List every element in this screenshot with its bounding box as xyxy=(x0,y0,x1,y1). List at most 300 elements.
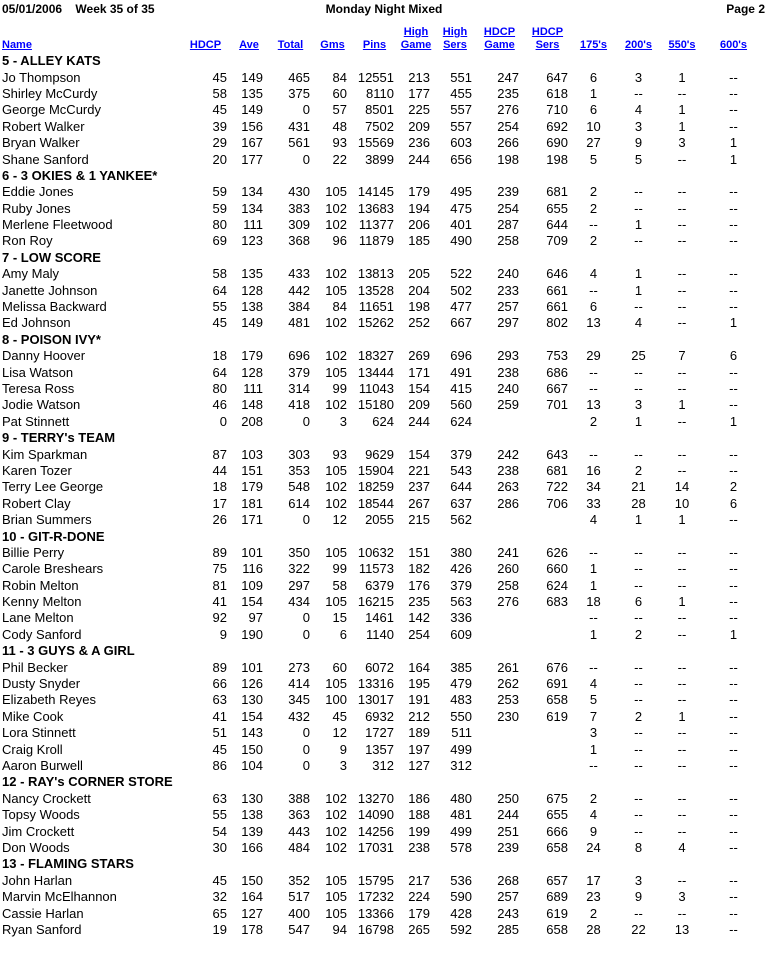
stat-cell: 286 xyxy=(497,495,519,511)
stat-cell: 368 xyxy=(288,233,310,249)
stat-cell: 415 xyxy=(450,381,472,396)
stat-cell: 658 xyxy=(546,692,568,708)
stat-cell: 13813 xyxy=(357,266,394,282)
stat-cell: 46 xyxy=(212,397,227,413)
stat-cell: 48 xyxy=(332,118,347,134)
stat-cell: 522 xyxy=(450,266,472,282)
stat-cell: 8110 xyxy=(366,85,394,101)
stat-cell: 16215 xyxy=(357,594,394,610)
stat-cell: 1140 xyxy=(366,626,394,642)
stat-cell: -- xyxy=(729,807,738,823)
stat-cell: 0 xyxy=(302,102,310,118)
player-row xyxy=(0,446,765,462)
stat-cell: 303 xyxy=(288,446,310,462)
column-header: Pins xyxy=(362,39,387,51)
stat-cell: 244 xyxy=(497,807,519,823)
stat-cell: 267 xyxy=(408,495,430,511)
stat-cell: -- xyxy=(729,85,738,101)
stat-cell: 96 xyxy=(332,233,347,249)
stat-cell: -- xyxy=(634,577,643,593)
stat-cell: 29 xyxy=(586,348,601,364)
stat-cell: 189 xyxy=(408,725,430,741)
stat-cell: 660 xyxy=(546,561,568,577)
stat-cell: 188 xyxy=(408,807,430,823)
player-name: Kim Sparkman xyxy=(2,446,88,462)
stat-cell: 379 xyxy=(288,364,310,380)
stat-cell: 45 xyxy=(212,741,227,757)
stat-cell: 9 xyxy=(219,626,227,642)
stat-cell: 64 xyxy=(212,364,227,380)
stat-cell: 15569 xyxy=(357,135,394,151)
stat-cell: 618 xyxy=(546,85,568,101)
stat-cell: 499 xyxy=(450,823,472,839)
stat-cell: 276 xyxy=(497,594,519,610)
stat-cell: 41 xyxy=(212,708,227,724)
stat-cell: 1 xyxy=(634,512,643,528)
stat-cell: 235 xyxy=(497,85,519,101)
player-name: John Harlan xyxy=(2,872,73,888)
stat-cell: 710 xyxy=(546,102,568,118)
stat-cell: -- xyxy=(634,757,643,773)
stat-cell: 4 xyxy=(589,807,598,823)
column-header: 200's xyxy=(624,39,653,51)
player-name: Carole Breshears xyxy=(2,561,104,577)
player-row xyxy=(0,496,765,512)
stat-cell: 105 xyxy=(325,594,347,610)
player-name: Topsy Woods xyxy=(2,807,80,823)
stat-cell: 240 xyxy=(497,266,519,282)
stat-cell: 215 xyxy=(408,512,430,528)
column-header-row xyxy=(0,22,765,53)
stat-cell: -- xyxy=(729,889,738,905)
player-row xyxy=(0,807,765,823)
stat-cell: 16798 xyxy=(357,921,394,937)
stat-cell: 17232 xyxy=(357,889,394,905)
standings-table xyxy=(0,22,765,938)
stat-cell: 667 xyxy=(450,315,472,331)
stat-cell: 1 xyxy=(678,397,686,413)
stat-cell: 190 xyxy=(241,626,263,642)
stat-cell: 102 xyxy=(325,266,347,282)
stat-cell: 646 xyxy=(546,266,568,282)
stat-cell: 557 xyxy=(450,118,472,134)
stat-cell: 104 xyxy=(241,757,263,773)
stat-cell: 6072 xyxy=(365,659,394,675)
stat-cell: 536 xyxy=(450,872,472,888)
stat-cell: 225 xyxy=(408,102,430,118)
stat-cell: 15180 xyxy=(357,397,394,413)
stat-cell: 263 xyxy=(497,479,519,495)
player-name: Craig Kroll xyxy=(2,741,63,757)
team-row xyxy=(0,643,765,659)
stat-cell: 135 xyxy=(241,85,263,101)
stat-cell: -- xyxy=(589,217,598,233)
stat-cell: 150 xyxy=(241,741,263,757)
stat-cell: 592 xyxy=(450,921,472,937)
stat-cell: 191 xyxy=(408,692,430,708)
stat-cell: -- xyxy=(729,233,738,249)
stat-cell: 6 xyxy=(589,102,598,118)
stat-cell: 138 xyxy=(241,299,263,315)
stat-cell: 247 xyxy=(497,69,519,85)
stat-cell: 235 xyxy=(408,594,430,610)
stat-cell: 59 xyxy=(212,184,227,200)
stat-cell: 15795 xyxy=(357,872,394,888)
stat-cell: 154 xyxy=(241,708,263,724)
stat-cell: 93 xyxy=(332,135,347,151)
stat-cell: 97 xyxy=(248,610,263,626)
stat-cell: 149 xyxy=(241,69,263,85)
team-row xyxy=(0,250,765,266)
stat-cell: -- xyxy=(729,872,738,888)
player-row xyxy=(0,479,765,495)
stat-cell: 3 xyxy=(634,397,643,413)
stat-cell: 8 xyxy=(634,839,643,855)
stat-cell: 111 xyxy=(243,217,263,233)
stat-cell: 9629 xyxy=(365,446,394,462)
stat-cell: 3899 xyxy=(365,151,394,167)
stat-cell: 99 xyxy=(332,561,347,577)
stat-cell: -- xyxy=(677,381,687,396)
stat-cell: 432 xyxy=(288,708,310,724)
stat-cell: 5 xyxy=(634,151,643,167)
stat-cell: 517 xyxy=(288,889,310,905)
stat-cell: -- xyxy=(729,725,738,741)
stat-cell: 562 xyxy=(450,512,472,528)
stat-cell: 240 xyxy=(497,381,519,396)
player-name: Elizabeth Reyes xyxy=(2,692,96,708)
stat-cell: 243 xyxy=(497,905,519,921)
stat-cell: -- xyxy=(589,364,598,380)
team-row xyxy=(0,168,765,184)
stat-cell: 375 xyxy=(288,85,310,101)
stat-cell: 212 xyxy=(408,708,430,724)
stat-cell: 34 xyxy=(586,479,601,495)
stat-cell: 265 xyxy=(408,921,430,937)
stat-cell: 29 xyxy=(212,135,227,151)
stat-cell: -- xyxy=(634,184,643,200)
stat-cell: 102 xyxy=(325,839,347,855)
stat-cell: 481 xyxy=(450,807,472,823)
stat-cell: -- xyxy=(677,184,687,200)
stat-cell: 1 xyxy=(634,217,643,233)
player-row xyxy=(0,135,765,151)
stat-cell: -- xyxy=(729,282,738,298)
stat-cell: 242 xyxy=(497,446,519,462)
stat-cell: 624 xyxy=(450,413,472,429)
stat-cell: 75 xyxy=(212,561,227,577)
stat-cell: 647 xyxy=(546,69,568,85)
player-row xyxy=(0,905,765,921)
player-row xyxy=(0,725,765,741)
stat-cell: 1461 xyxy=(365,610,394,626)
stat-cell: -- xyxy=(634,741,643,757)
stat-cell: 563 xyxy=(450,594,472,610)
stat-cell: 626 xyxy=(546,544,568,560)
stat-cell: 6 xyxy=(589,299,598,315)
stat-cell: 102 xyxy=(325,200,347,216)
report-title: Monday Night Mixed xyxy=(325,2,443,16)
stat-cell xyxy=(476,725,523,741)
stat-cell: 18 xyxy=(586,594,601,610)
stat-cell: 18 xyxy=(212,479,227,495)
stat-cell: 1357 xyxy=(365,741,394,757)
stat-cell: 198 xyxy=(408,299,430,315)
stat-cell: 181 xyxy=(241,495,263,511)
stat-cell: 2 xyxy=(589,413,598,429)
stat-cell: 44 xyxy=(212,462,227,478)
stat-cell: 257 xyxy=(497,299,519,315)
stat-cell: 9 xyxy=(634,135,643,151)
stat-cell: 2 xyxy=(634,626,643,642)
stat-cell: 6 xyxy=(634,594,643,610)
player-row xyxy=(0,184,765,200)
stat-cell: 10 xyxy=(586,118,601,134)
stat-cell: 39 xyxy=(212,118,227,134)
stat-cell: 102 xyxy=(325,790,347,806)
stat-cell: 149 xyxy=(241,102,263,118)
player-row xyxy=(0,119,765,135)
stat-cell: 543 xyxy=(450,462,472,478)
stat-cell: 11043 xyxy=(358,381,394,396)
stat-cell: 206 xyxy=(408,217,430,233)
stat-cell: 84 xyxy=(332,299,347,315)
stat-cell: 208 xyxy=(241,413,263,429)
stat-cell xyxy=(523,725,572,741)
column-header: Gms xyxy=(320,39,345,51)
stat-cell: 297 xyxy=(497,315,519,331)
stat-cell: 102 xyxy=(325,315,347,331)
stat-cell: -- xyxy=(677,757,687,773)
stat-cell: 64 xyxy=(212,282,227,298)
stat-cell: 32 xyxy=(212,889,227,905)
stat-cell: 287 xyxy=(497,217,519,233)
player-row xyxy=(0,151,765,167)
stat-cell: 236 xyxy=(408,135,430,151)
player-row xyxy=(0,512,765,528)
player-row xyxy=(0,201,765,217)
column-header: HDCP Game xyxy=(483,26,516,51)
stat-cell: 480 xyxy=(450,790,472,806)
week-label: Week 35 of 35 xyxy=(75,2,155,16)
stat-cell: 254 xyxy=(497,200,519,216)
player-name: George McCurdy xyxy=(2,102,101,118)
stat-cell: 13 xyxy=(674,921,690,937)
stat-cell: 209 xyxy=(408,397,430,413)
player-name: Eddie Jones xyxy=(2,184,74,200)
stat-cell: 15262 xyxy=(357,315,394,331)
stat-cell: 237 xyxy=(408,479,430,495)
stat-cell: 6 xyxy=(339,626,347,642)
stat-cell: 477 xyxy=(450,299,472,315)
stat-cell: -- xyxy=(729,905,738,921)
stat-cell: 135 xyxy=(241,266,263,282)
stat-cell: 105 xyxy=(325,184,347,200)
stat-cell: 45 xyxy=(212,315,227,331)
player-row xyxy=(0,414,765,430)
stat-cell: 60 xyxy=(332,659,347,675)
player-row xyxy=(0,561,765,577)
stat-cell: 0 xyxy=(302,626,310,642)
stat-cell xyxy=(523,741,572,757)
stat-cell: 130 xyxy=(241,790,263,806)
stat-cell: -- xyxy=(634,544,643,560)
stat-cell: 102 xyxy=(325,397,347,413)
stat-cell: 268 xyxy=(497,872,519,888)
team-row xyxy=(0,528,765,544)
stat-cell: -- xyxy=(634,610,643,626)
stat-cell xyxy=(523,512,572,528)
stat-cell: -- xyxy=(634,725,643,741)
stat-cell: 139 xyxy=(241,823,263,839)
stat-cell: 260 xyxy=(497,561,519,577)
stat-cell: 0 xyxy=(302,413,310,429)
stat-cell: 614 xyxy=(288,495,310,511)
stat-cell: 3 xyxy=(589,725,598,741)
player-name: Ed Johnson xyxy=(2,315,71,331)
stat-cell: 238 xyxy=(497,364,519,380)
stat-cell: 661 xyxy=(546,282,568,298)
stat-cell: 116 xyxy=(242,561,263,577)
player-row xyxy=(0,840,765,856)
stat-cell: 3 xyxy=(634,69,643,85)
stat-cell: 230 xyxy=(497,708,519,724)
stat-cell: 33 xyxy=(586,495,601,511)
player-name: Don Woods xyxy=(2,839,70,855)
stat-cell: 156 xyxy=(241,118,263,134)
stat-cell: -- xyxy=(634,692,643,708)
stat-cell: 4 xyxy=(589,512,598,528)
player-row xyxy=(0,102,765,118)
stat-cell: 690 xyxy=(546,135,568,151)
stat-cell: 6 xyxy=(729,348,738,364)
stat-cell: 134 xyxy=(241,200,263,216)
stat-cell: 433 xyxy=(288,266,310,282)
stat-cell: 667 xyxy=(546,381,568,396)
stat-cell: -- xyxy=(634,905,643,921)
stat-cell: 269 xyxy=(408,348,430,364)
stat-cell: 312 xyxy=(450,757,472,773)
stat-cell: 102 xyxy=(325,348,347,364)
stat-cell xyxy=(476,758,523,774)
player-row xyxy=(0,791,765,807)
stat-cell: 547 xyxy=(288,921,310,937)
stat-cell: 143 xyxy=(241,725,263,741)
report-date: 05/01/2006 xyxy=(2,2,63,16)
stat-cell: 69 xyxy=(212,233,227,249)
stat-cell: 102 xyxy=(325,823,347,839)
stat-cell: 101 xyxy=(241,659,263,675)
stat-cell: 14256 xyxy=(357,823,394,839)
stat-cell: 385 xyxy=(450,659,472,675)
stat-cell: 130 xyxy=(241,692,263,708)
stat-cell: 475 xyxy=(450,200,472,216)
player-name: Ruby Jones xyxy=(2,200,71,216)
stat-cell: 59 xyxy=(212,200,227,216)
stat-cell: 102 xyxy=(325,495,347,511)
stat-cell: 128 xyxy=(241,282,263,298)
stat-cell: 443 xyxy=(288,823,310,839)
stat-cell: 55 xyxy=(212,807,227,823)
stat-cell: -- xyxy=(729,69,738,85)
stat-cell: -- xyxy=(589,610,598,626)
stat-cell xyxy=(476,627,523,643)
stat-cell: 388 xyxy=(288,790,310,806)
stat-cell: 484 xyxy=(288,839,310,855)
stat-cell: 25 xyxy=(631,348,646,364)
stat-cell: 7 xyxy=(589,708,598,724)
column-header: 175's xyxy=(579,39,608,51)
team-name: 6 - 3 OKIES & 1 YANKEE* xyxy=(2,167,158,183)
stat-cell: 3 xyxy=(339,757,347,773)
stat-cell: -- xyxy=(677,676,687,692)
stat-cell: 45 xyxy=(212,69,227,85)
stat-cell: 4 xyxy=(589,676,598,692)
stat-cell: 17 xyxy=(212,495,227,511)
stat-cell: 6 xyxy=(729,495,738,511)
player-name: Ron Roy xyxy=(2,233,53,249)
stat-cell: 661 xyxy=(546,299,568,315)
stat-cell: 1727 xyxy=(365,725,394,741)
stat-cell: -- xyxy=(677,807,687,823)
stat-cell: 58 xyxy=(212,266,227,282)
stat-cell: 63 xyxy=(212,790,227,806)
stat-cell: 123 xyxy=(241,233,263,249)
stat-cell: 683 xyxy=(546,594,568,610)
stat-cell: 483 xyxy=(450,692,472,708)
stat-cell: 87 xyxy=(212,446,227,462)
player-name: Danny Hoover xyxy=(2,348,86,364)
player-name: Dusty Snyder xyxy=(2,676,81,692)
stat-cell: -- xyxy=(677,544,687,560)
stat-cell: 709 xyxy=(546,233,568,249)
stat-cell: 19 xyxy=(212,921,227,937)
stat-cell: -- xyxy=(634,85,643,101)
stat-cell: 414 xyxy=(288,676,310,692)
stat-cell: 5 xyxy=(589,151,598,167)
stat-cell: 254 xyxy=(497,118,519,134)
stat-cell: 9 xyxy=(589,823,598,839)
stat-cell: 244 xyxy=(408,413,430,429)
team-row xyxy=(0,774,765,790)
stat-cell: 379 xyxy=(450,577,472,593)
stat-cell: 499 xyxy=(450,741,472,757)
stat-cell: 560 xyxy=(450,397,472,413)
stat-cell: -- xyxy=(729,446,738,462)
stat-cell: 197 xyxy=(408,741,430,757)
stat-cell: 13270 xyxy=(357,790,394,806)
team-name: 13 - FLAMING STARS xyxy=(2,856,134,872)
stat-cell: 753 xyxy=(546,348,568,364)
stat-cell: 495 xyxy=(450,184,472,200)
stat-cell: 111 xyxy=(243,381,263,396)
stat-cell: 22 xyxy=(332,151,347,167)
column-header: Total xyxy=(277,39,304,51)
player-name: Marvin McElhannon xyxy=(2,889,117,905)
stat-cell: 1 xyxy=(729,626,738,642)
stat-cell: 127 xyxy=(408,757,430,773)
stat-cell: 2 xyxy=(589,790,598,806)
player-row xyxy=(0,659,765,675)
stat-cell: 624 xyxy=(372,413,394,429)
stat-cell: 154 xyxy=(408,446,430,462)
stat-cell: -- xyxy=(729,839,738,855)
player-name: Robin Melton xyxy=(2,577,79,593)
stat-cell: 4 xyxy=(589,266,598,282)
stat-cell: -- xyxy=(729,610,738,626)
stat-cell: 13 xyxy=(586,397,601,413)
stat-cell: 58 xyxy=(332,577,347,593)
